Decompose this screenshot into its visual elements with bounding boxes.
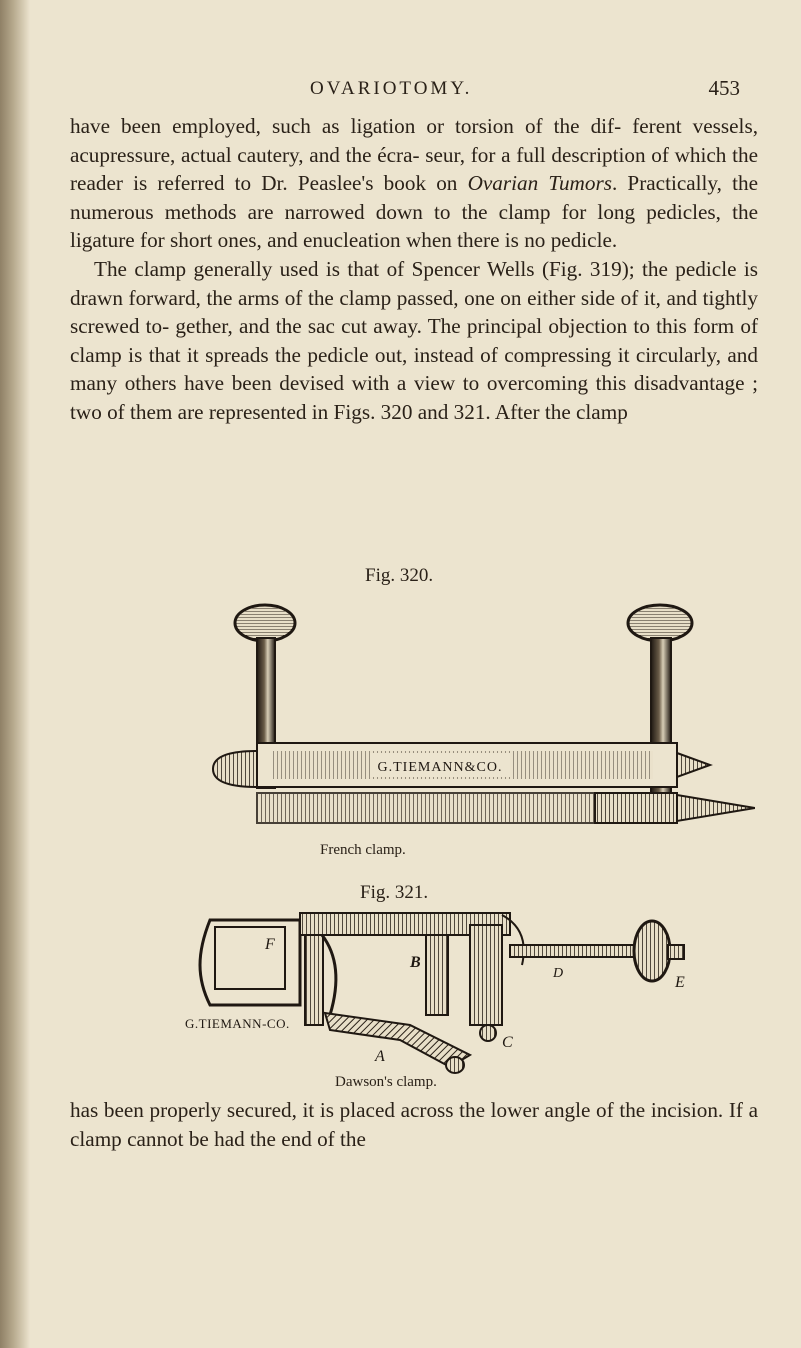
text-run: The clamp generally used is that of Spencer Wells (Fig. 319); the pedicle is drawn forward, the arms of the clamp passed, one on either side of it, and tightly screwed to- gether, and the sac cut away. The principal objection to this form of clamp is that it spreads the pedicle out, instead of compressing it circularly, and many others have been devised with a view to overcoming this disadvantage ; two of them are represented in Figs. 320 and 321. After the clamp (70, 256, 758, 424)
page-header (40, 78, 740, 108)
book-page (40, 0, 790, 1348)
paragraph (70, 255, 758, 427)
screw-c (480, 1025, 496, 1041)
text-run: . Practically, the numerous methods are narrowed down to the clamp for long pedicles, the ligature for short ones, and enucleation when there is no pedicle. (70, 171, 758, 253)
left-end-cap (213, 751, 257, 787)
continuation-text (70, 1096, 758, 1153)
label-d: D (553, 966, 564, 981)
figure-320-label: Fig. 320. (365, 565, 434, 586)
text-run: have been employed, such as ligation or torsion of the dif- ferent vessels, acupressure, actual cautery, and the écra- seur, for a full description of which the reader is referred to Dr. Peaslee's book on (70, 114, 758, 196)
engraved-maker-mark: G.TIEMANN-CO. (185, 1016, 290, 1031)
left-screw-head (235, 605, 295, 641)
figure-320-caption: French clamp. (320, 842, 406, 858)
dawson-clamp-illustration (170, 905, 750, 1075)
thumb-nut-e (634, 921, 670, 981)
lower-jaw-tip (677, 795, 755, 821)
body-text (70, 112, 758, 427)
italic-title: Ovarian Tumors (467, 171, 612, 196)
figure-321-label: Fig. 321. (360, 882, 429, 903)
book-spine-shadow (0, 0, 30, 1348)
label-a: A (375, 1048, 385, 1065)
page-number: 453 (708, 76, 740, 100)
figure-321-caption: Dawson's clamp. (335, 1074, 437, 1090)
jaw-body (470, 925, 502, 1025)
engraved-maker-mark: G.TIEMANN&CO. (377, 760, 503, 775)
paragraph (70, 112, 758, 255)
label-b: B (410, 954, 421, 971)
label-e: E (675, 974, 685, 991)
upper-jaw-tip (677, 753, 710, 777)
label-f: F (265, 936, 275, 953)
running-head: OVARIOTOMY. (310, 78, 473, 99)
paragraph: has been properly secured, it is placed across the lower angle of the incision. If a clamp cannot be had the end of the (70, 1098, 758, 1151)
french-clamp-illustration (165, 593, 755, 838)
right-screw-head (628, 605, 692, 641)
right-screw-shaft (651, 638, 671, 818)
jaw-b (426, 935, 448, 1015)
label-c: C (502, 1034, 513, 1051)
